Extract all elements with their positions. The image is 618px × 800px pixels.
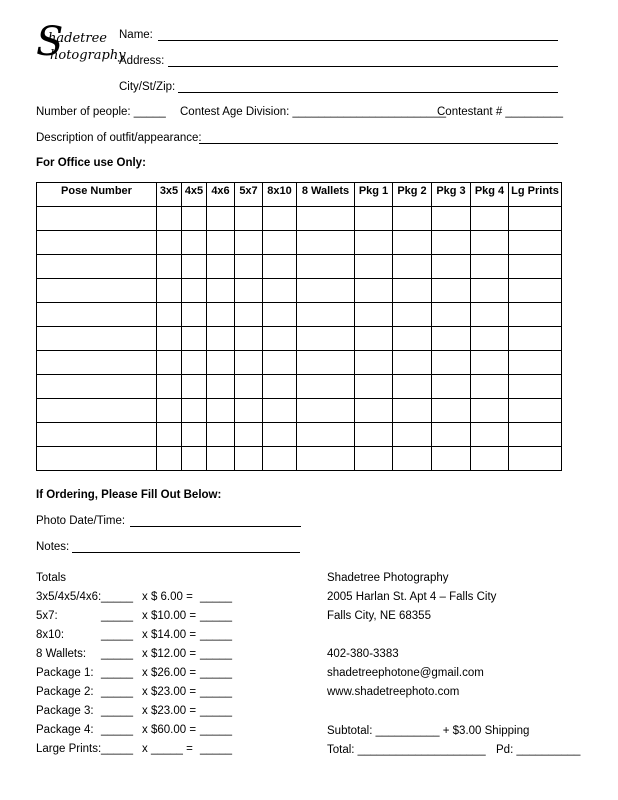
table-cell[interactable] xyxy=(37,279,157,303)
table-cell[interactable] xyxy=(393,399,432,423)
table-row xyxy=(37,351,562,375)
totals-label: 8x10: xyxy=(36,629,65,641)
table-cell[interactable] xyxy=(297,351,355,375)
table-cell[interactable] xyxy=(157,423,182,447)
table-cell[interactable] xyxy=(509,327,562,351)
city-field[interactable] xyxy=(178,92,558,93)
table-cell[interactable] xyxy=(207,231,235,255)
table-cell[interactable] xyxy=(207,255,235,279)
totals-label: Large Prints: xyxy=(36,743,102,755)
table-cell[interactable] xyxy=(263,447,297,471)
notes-label: Notes: xyxy=(36,541,70,553)
table-cell[interactable] xyxy=(182,423,207,447)
table-cell[interactable] xyxy=(235,399,263,423)
table-cell[interactable] xyxy=(235,231,263,255)
table-cell[interactable] xyxy=(471,207,509,231)
table-row xyxy=(37,231,562,255)
totals-label: 8 Wallets: xyxy=(36,648,87,660)
table-cell[interactable] xyxy=(297,279,355,303)
table-cell[interactable] xyxy=(432,279,471,303)
totals-qty[interactable]: _____ xyxy=(101,743,133,755)
table-cell[interactable] xyxy=(182,255,207,279)
table-row xyxy=(37,255,562,279)
table-cell[interactable] xyxy=(393,447,432,471)
address-field[interactable] xyxy=(168,66,558,67)
table-cell[interactable] xyxy=(297,399,355,423)
totals-heading: Totals xyxy=(36,572,67,584)
table-cell[interactable] xyxy=(432,207,471,231)
table-cell[interactable] xyxy=(37,327,157,351)
table-cell[interactable] xyxy=(263,423,297,447)
table-cell[interactable] xyxy=(263,255,297,279)
table-cell[interactable] xyxy=(207,207,235,231)
table-cell[interactable] xyxy=(432,351,471,375)
column-header: 5x7 xyxy=(235,183,263,207)
table-cell[interactable] xyxy=(471,399,509,423)
table-cell[interactable] xyxy=(471,231,509,255)
table-cell[interactable] xyxy=(355,375,393,399)
totals-label: 5x7: xyxy=(36,610,58,622)
notes-field[interactable] xyxy=(72,552,300,553)
table-cell[interactable] xyxy=(207,279,235,303)
table-cell[interactable] xyxy=(509,279,562,303)
address-label: Address: xyxy=(119,55,165,67)
table-cell[interactable] xyxy=(471,351,509,375)
table-cell[interactable] xyxy=(355,447,393,471)
column-header: 3x5 xyxy=(157,183,182,207)
totals-label: Package 1: xyxy=(36,667,94,679)
table-cell[interactable] xyxy=(355,207,393,231)
totals-price: x $ 6.00 = xyxy=(142,591,193,603)
table-cell[interactable] xyxy=(471,375,509,399)
table-cell[interactable] xyxy=(235,207,263,231)
table-cell[interactable] xyxy=(509,303,562,327)
table-cell[interactable] xyxy=(37,303,157,327)
table-cell[interactable] xyxy=(393,423,432,447)
paid-field[interactable]: Pd: __________ xyxy=(496,744,581,756)
description-field[interactable] xyxy=(199,143,558,144)
totals-price: x $14.00 = xyxy=(142,629,197,641)
table-cell[interactable] xyxy=(182,279,207,303)
table-row xyxy=(37,207,562,231)
totals-price: x $12.00 = xyxy=(142,648,197,660)
table-cell[interactable] xyxy=(263,231,297,255)
totals-total[interactable]: _____ xyxy=(200,724,232,736)
contestant-field[interactable]: Contestant # _________ xyxy=(437,106,563,118)
table-cell[interactable] xyxy=(157,207,182,231)
totals-total[interactable]: _____ xyxy=(200,648,232,660)
table-cell[interactable] xyxy=(355,327,393,351)
table-cell[interactable] xyxy=(235,279,263,303)
totals-qty[interactable]: _____ xyxy=(101,591,133,603)
table-cell[interactable] xyxy=(471,279,509,303)
table-cell[interactable] xyxy=(297,327,355,351)
table-cell[interactable] xyxy=(509,447,562,471)
table-cell[interactable] xyxy=(263,207,297,231)
table-cell[interactable] xyxy=(355,423,393,447)
column-header: 8x10 xyxy=(263,183,297,207)
table-cell[interactable] xyxy=(355,351,393,375)
totals-total[interactable]: _____ xyxy=(200,705,232,717)
age-division-field[interactable]: Contest Age Division: ________________________ xyxy=(180,106,446,118)
column-header: Pkg 2 xyxy=(393,183,432,207)
table-cell[interactable] xyxy=(471,327,509,351)
table-cell[interactable] xyxy=(207,351,235,375)
table-row xyxy=(37,279,562,303)
column-header: Pkg 4 xyxy=(471,183,509,207)
table-cell[interactable] xyxy=(355,231,393,255)
table-cell[interactable] xyxy=(509,423,562,447)
table-cell[interactable] xyxy=(432,231,471,255)
table-cell[interactable] xyxy=(432,399,471,423)
table-cell[interactable] xyxy=(393,207,432,231)
table-cell[interactable] xyxy=(432,375,471,399)
column-header: 4x5 xyxy=(182,183,207,207)
table-row xyxy=(37,375,562,399)
office-table xyxy=(36,182,562,471)
column-header: 4x6 xyxy=(207,183,235,207)
table-cell[interactable] xyxy=(509,351,562,375)
table-cell[interactable] xyxy=(37,255,157,279)
table-cell[interactable] xyxy=(182,399,207,423)
table-cell[interactable] xyxy=(182,207,207,231)
table-cell[interactable] xyxy=(355,303,393,327)
table-cell[interactable] xyxy=(207,303,235,327)
totals-total[interactable]: _____ xyxy=(200,610,232,622)
table-cell[interactable] xyxy=(471,255,509,279)
table-cell[interactable] xyxy=(157,255,182,279)
subtotal-field[interactable]: Subtotal: __________ + $3.00 Shipping xyxy=(327,725,530,737)
table-cell[interactable] xyxy=(297,375,355,399)
table-cell[interactable] xyxy=(509,255,562,279)
totals-total[interactable]: _____ xyxy=(200,667,232,679)
table-header-row xyxy=(37,183,562,207)
totals-total[interactable]: _____ xyxy=(200,629,232,641)
table-cell[interactable] xyxy=(235,447,263,471)
table-cell[interactable] xyxy=(235,375,263,399)
photo-date-label: Photo Date/Time: xyxy=(36,515,126,527)
table-cell[interactable] xyxy=(471,423,509,447)
table-cell[interactable] xyxy=(157,447,182,471)
table-cell[interactable] xyxy=(37,423,157,447)
table-cell[interactable] xyxy=(471,447,509,471)
table-cell[interactable] xyxy=(509,375,562,399)
name-label: Name: xyxy=(119,29,153,41)
table-cell[interactable] xyxy=(37,375,157,399)
column-header: Pkg 3 xyxy=(432,183,471,207)
table-cell[interactable] xyxy=(393,351,432,375)
totals-price: x $60.00 = xyxy=(142,724,197,736)
column-header: Pkg 1 xyxy=(355,183,393,207)
table-row xyxy=(37,327,562,351)
table-cell[interactable] xyxy=(432,447,471,471)
table-cell[interactable] xyxy=(471,303,509,327)
table-cell[interactable] xyxy=(37,207,157,231)
description-label: Description of outfit/appearance: xyxy=(36,132,202,144)
totals-qty[interactable]: _____ xyxy=(101,667,133,679)
table-cell[interactable] xyxy=(157,327,182,351)
table-cell[interactable] xyxy=(393,375,432,399)
table-cell[interactable] xyxy=(37,399,157,423)
street-address: 2005 Harlan St. Apt 4 – Falls City xyxy=(327,591,497,603)
table-cell[interactable] xyxy=(393,327,432,351)
total-field[interactable]: Total: ____________________ xyxy=(327,744,486,756)
table-row xyxy=(37,303,562,327)
table-cell[interactable] xyxy=(432,327,471,351)
table-cell[interactable] xyxy=(355,279,393,303)
totals-label: 3x5/4x5/4x6: xyxy=(36,591,102,603)
table-cell[interactable] xyxy=(263,375,297,399)
logo-line1: hadetree xyxy=(48,31,107,46)
totals-total[interactable]: _____ xyxy=(200,591,232,603)
totals-qty[interactable]: _____ xyxy=(101,610,133,622)
table-cell[interactable] xyxy=(355,255,393,279)
table-cell[interactable] xyxy=(297,423,355,447)
table-row xyxy=(37,423,562,447)
table-cell[interactable] xyxy=(207,399,235,423)
totals-total[interactable]: _____ xyxy=(200,743,232,755)
column-header: Pose Number xyxy=(37,183,157,207)
logo-line2: hotography xyxy=(50,48,126,63)
table-cell[interactable] xyxy=(37,447,157,471)
table-row xyxy=(37,399,562,423)
totals-price: x $23.00 = xyxy=(142,686,197,698)
table-cell[interactable] xyxy=(263,303,297,327)
business-name: Shadetree Photography xyxy=(327,572,449,584)
table-cell[interactable] xyxy=(182,375,207,399)
table-cell[interactable] xyxy=(263,399,297,423)
totals-qty[interactable]: _____ xyxy=(101,686,133,698)
website: www.shadetreephoto.com xyxy=(327,686,460,698)
table-cell[interactable] xyxy=(235,303,263,327)
table-cell[interactable] xyxy=(37,351,157,375)
table-cell[interactable] xyxy=(393,279,432,303)
num-people-field[interactable]: Number of people: _____ xyxy=(36,106,166,118)
photo-date-field[interactable] xyxy=(130,526,301,527)
table-cell[interactable] xyxy=(157,375,182,399)
table-cell[interactable] xyxy=(297,231,355,255)
table-cell[interactable] xyxy=(297,255,355,279)
table-cell[interactable] xyxy=(37,231,157,255)
name-field[interactable] xyxy=(158,40,558,41)
table-cell[interactable] xyxy=(263,279,297,303)
table-cell[interactable] xyxy=(157,351,182,375)
totals-qty[interactable]: _____ xyxy=(101,648,133,660)
table-cell[interactable] xyxy=(182,351,207,375)
city-label: City/St/Zip: xyxy=(119,81,176,93)
table-cell[interactable] xyxy=(297,447,355,471)
table-cell[interactable] xyxy=(182,303,207,327)
table-cell[interactable] xyxy=(235,255,263,279)
totals-qty[interactable]: _____ xyxy=(101,724,133,736)
office-heading: For Office use Only: xyxy=(36,157,146,169)
table-cell[interactable] xyxy=(207,423,235,447)
table-cell[interactable] xyxy=(235,351,263,375)
totals-total[interactable]: _____ xyxy=(200,686,232,698)
table-cell[interactable] xyxy=(207,447,235,471)
totals-price: x $10.00 = xyxy=(142,610,197,622)
table-cell[interactable] xyxy=(509,207,562,231)
city-state-zip: Falls City, NE 68355 xyxy=(327,610,431,622)
logo-initial: S xyxy=(36,19,64,65)
table-row xyxy=(37,447,562,471)
column-header: 8 Wallets xyxy=(297,183,355,207)
totals-price: x _____ = xyxy=(142,743,193,755)
table-cell[interactable] xyxy=(432,303,471,327)
table-cell[interactable] xyxy=(263,327,297,351)
table-cell[interactable] xyxy=(182,231,207,255)
totals-label: Package 2: xyxy=(36,686,94,698)
totals-qty[interactable]: _____ xyxy=(101,629,133,641)
table-cell[interactable] xyxy=(235,327,263,351)
table-cell[interactable] xyxy=(182,327,207,351)
table-cell[interactable] xyxy=(207,375,235,399)
table-cell[interactable] xyxy=(432,255,471,279)
table-cell[interactable] xyxy=(393,303,432,327)
table-cell[interactable] xyxy=(509,231,562,255)
table-cell[interactable] xyxy=(297,303,355,327)
email: shadetreephotone@gmail.com xyxy=(327,667,484,679)
table-cell[interactable] xyxy=(157,303,182,327)
table-cell[interactable] xyxy=(393,255,432,279)
totals-label: Package 4: xyxy=(36,724,94,736)
column-header: Lg Prints xyxy=(509,183,562,207)
table-cell[interactable] xyxy=(509,399,562,423)
table-cell[interactable] xyxy=(182,447,207,471)
table-cell[interactable] xyxy=(297,207,355,231)
table-cell[interactable] xyxy=(393,231,432,255)
table-cell[interactable] xyxy=(432,423,471,447)
totals-label: Package 3: xyxy=(36,705,94,717)
totals-price: x $26.00 = xyxy=(142,667,197,679)
totals-price: x $23.00 = xyxy=(142,705,197,717)
table-cell[interactable] xyxy=(355,399,393,423)
table-cell[interactable] xyxy=(157,231,182,255)
table-cell[interactable] xyxy=(207,327,235,351)
table-cell[interactable] xyxy=(157,279,182,303)
table-cell[interactable] xyxy=(235,423,263,447)
table-cell[interactable] xyxy=(263,351,297,375)
ordering-heading: If Ordering, Please Fill Out Below: xyxy=(36,489,222,501)
phone: 402-380-3383 xyxy=(327,648,399,660)
totals-qty[interactable]: _____ xyxy=(101,705,133,717)
table-cell[interactable] xyxy=(157,399,182,423)
